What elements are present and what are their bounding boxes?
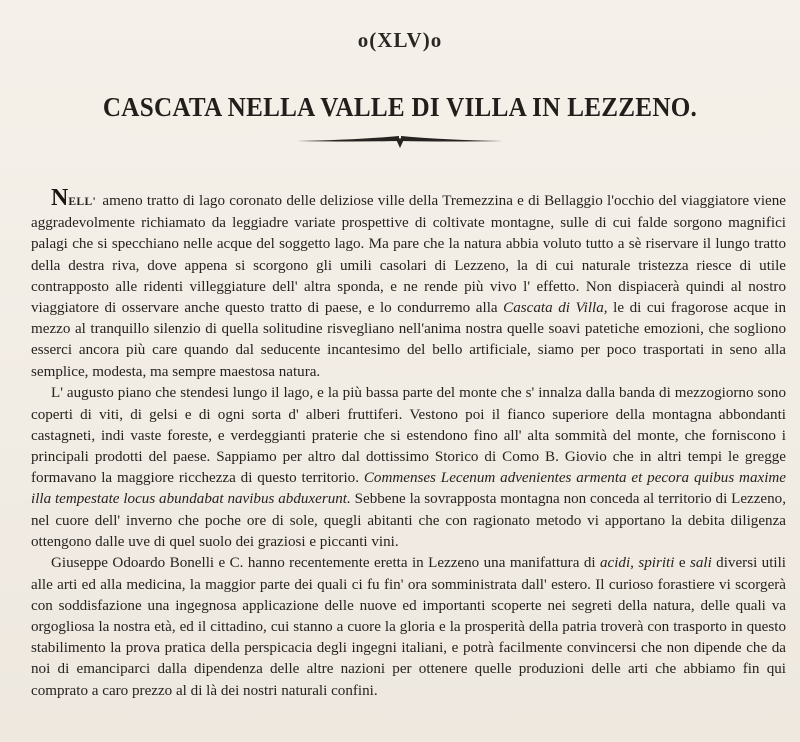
body-text	[31, 186, 786, 702]
paragraph-3-text-c: diversi utili alle arti ed alla medicina, la maggior parte dei quali ci fu fin' ora somministrata dall' estero. Il curioso forastiere vi scorgerà con soddisfazione una ingegnosa applicazione delle nuove ed importanti scoperte nei segreti della natura, delle quali va orgogliosa la nostra età, ed il cittadino, cui stanno a cuore la gloria e la prosperità della patria troverà con trasporto in questo stabilimento la prova pratica della perspicacia degli ingegni italiani, e potrà facilmente convincersi che non dipende che da noi di emanciparci dalla dipendenza delle altre nazioni per ottenere quelle produzioni delle arti che abbiamo fin qui comprato a caro prezzo al di là dei nostri naturali confini.	[31, 555, 786, 699]
paragraph-3	[31, 553, 786, 701]
paragraph-3-italic-2: sali	[689, 555, 712, 572]
paragraph-3-italic-1: acidi, spiriti	[599, 555, 675, 572]
paragraph-1-text-a: ameno tratto di lago coronato delle deliziose ville della Tremezzina e di Bellaggio l'occhio del viaggiatore viene aggradevolmente richiamato da leggiadre variate prospettive di coltivate montagne, sulle di cui falde sorgono magnifici palagi che si specchiano nelle acque del soggetto lago. Ma pare che la natura abbia voluto tutto a sè riservare il lungo tratto della destra riva, dove appena si scorgono gli umili casolari di Lezzeno, la di cui naturale tristezza riesce di utile contrapposto alle ridenti villeggiature dell' altra sponda, e ne rende più vivo l' effetto. Non dispiacerà quindi al nostro viaggiatore di osservare anche questo tratto di paese, e lo condurremo alla	[31, 193, 786, 317]
latin-quotation: Commenses Lecenum advenientes armenta et pecora quibus maxime illa tempestate locus abundabat navibus abduxerunt.	[31, 470, 786, 508]
paragraph-3-text-b: e	[674, 555, 690, 572]
page-title: CASCATA NELLA VALLE DI VILLA IN LEZZENO.	[102, 92, 698, 122]
paragraph-2-text-b: Sebbene la sovrapposta montagna non conceda al territorio di Lezzeno, nel cuore dell' inverno che poche ore di sole, quegli abitanti che con ragionato metodo vi apportano la debita diligenza ottengono dalle uve di quel suolo dei graziosi e piccanti vini.	[31, 491, 787, 550]
page-number: o(XLV)o	[357, 28, 443, 52]
paragraph-2-text-a: L' augusto piano che stendesi lungo il lago, e la più bassa parte del monte che s' innalza dalla banda di mezzogiorno sono coperti di viti, di gelsi e di ogni sorta d' alberi fruttiferi. Vestono poi il fianco superiore della montagna abbondanti castagneti, indi vaste foreste, e verdeggianti praterie che si estendono fino all' alta sommità del monte, che forniscono i principali prodotti del paese. Sappiamo per altro dal dottissimo Storico di Como B. Giovio che in altri tempi le gregge formavano la maggiore ricchezza di questo territorio.	[31, 385, 786, 487]
opening-small-caps: ELL'	[68, 196, 97, 208]
ornament-left-swell	[297, 136, 399, 142]
paragraph-3-text-a: Giuseppe Odoardo Bonelli e C. hanno recentemente eretta in Lezzeno una manifattura di	[51, 555, 600, 572]
paragraph-1	[31, 186, 786, 383]
paragraph-2	[31, 383, 786, 553]
ornamental-rule	[295, 134, 505, 150]
ornament-center-point	[395, 137, 405, 148]
paragraph-1-text-b: le di cui fragorose acque in mezzo al tranquillo silenzio di quella solitudine risvegliano nell'anima nostra quelle soavi patetiche emozioni, che sogliono esserci ancora più care quando dal seducente incantesimo del bello artificiale, siamo per poco trasportati in seno alla semplice, modesta, ma sempre maestosa natura.	[31, 300, 786, 380]
drop-cap: N	[51, 185, 69, 211]
ornament-right-swell	[401, 136, 503, 142]
paragraph-1-italic: Cascata di Villa,	[503, 300, 608, 317]
